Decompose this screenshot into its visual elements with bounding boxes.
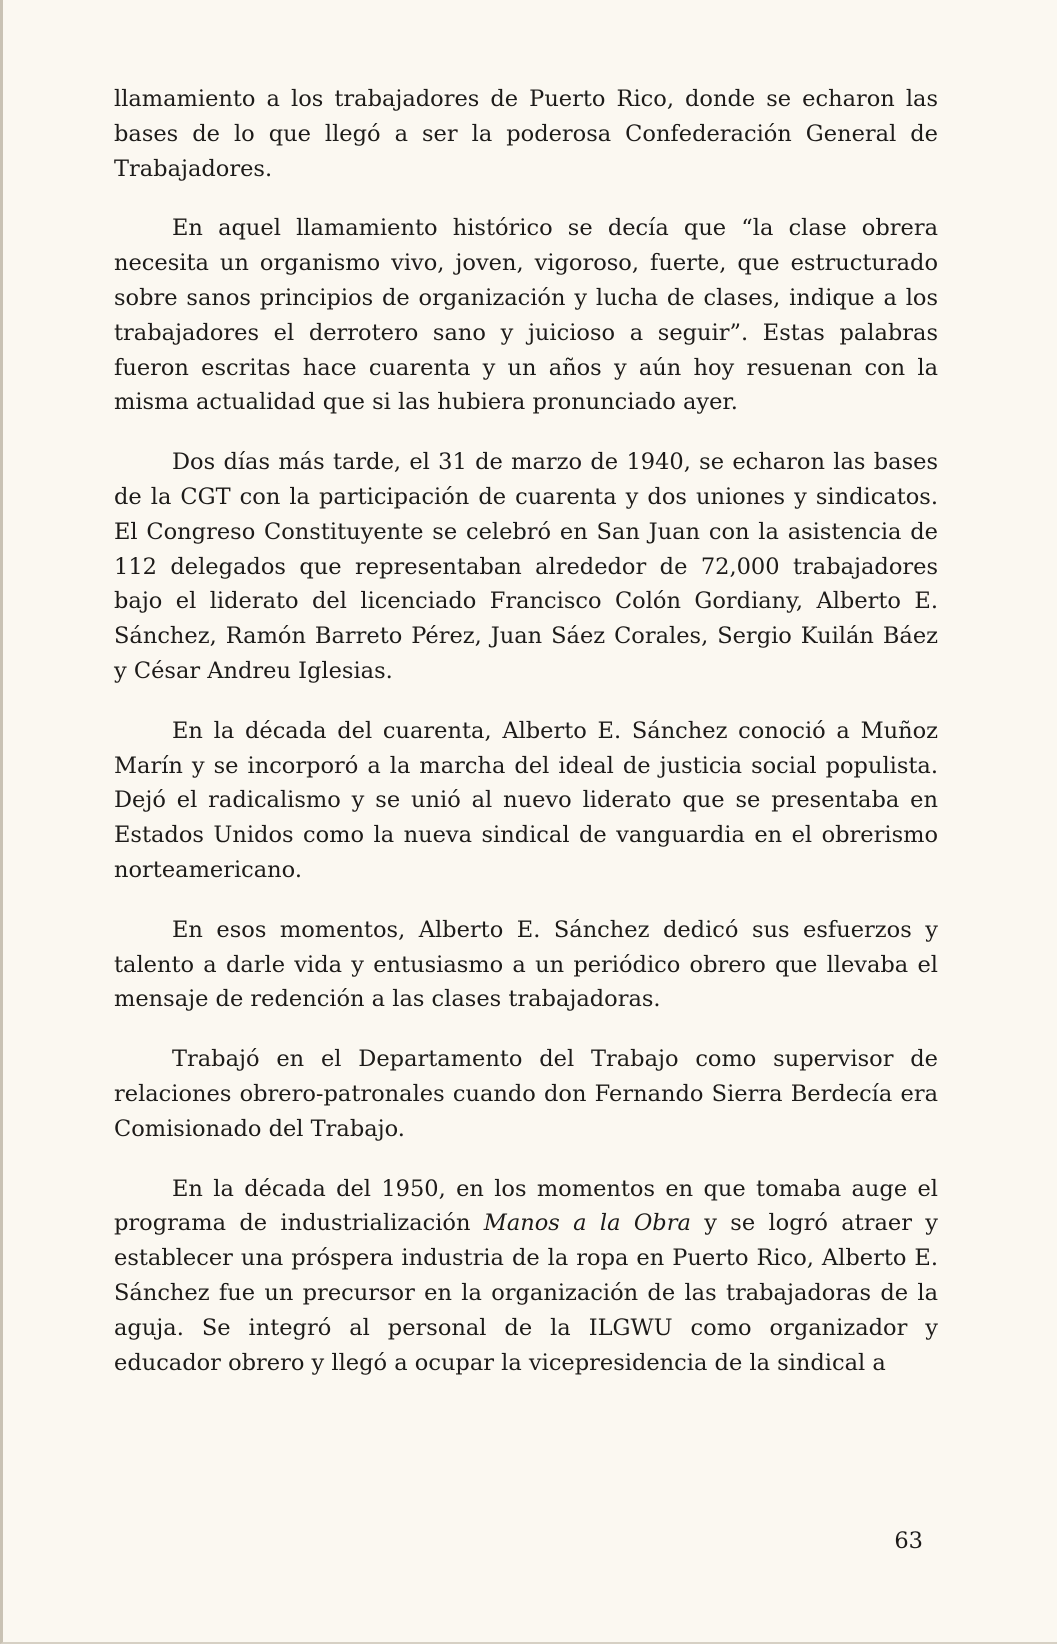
paragraph-6: Trabajó en el Departamento del Trabajo como supervisor de relaciones obrero-patronales cuando don Fernando Sierra Berdecía era Comisionado del Trabajo. [114,1046,938,1142]
program-title-italic: Manos a la Obra [483,1210,691,1237]
paragraph-7-part-2: y se logró atraer y establecer una próspera industria de la ropa en Puerto Rico, Alberto E. Sánchez fue un precursor en la organización de las trabajadoras de la aguja. Se integró al personal de la ILGWU como organizador y educador obrero y llegó a ocupar la vicepresidencia de la sindical a [114,1210,938,1376]
paragraph-1: llamamiento a los trabajadores de Puerto Rico, donde se echaron las bases de lo que llegó a ser la poderosa Confederación General de Trabajadores. [114,86,938,182]
paragraph-7 [114,1172,938,1381]
body-text [114,82,938,1405]
paragraph-5: En esos momentos, Alberto E. Sánchez dedicó sus esfuerzos y talento a darle vida y entusiasmo a un periódico obrero que llevaba el mensaje de redención a las clases trabajadoras. [114,916,938,1013]
paragraph-7-part-1: En la década del 1950, en los momentos en que tomaba auge el programa de industrialización [114,1175,938,1237]
paragraph-2: En aquel llamamiento histórico se decía que “la clase obrera necesita un organismo vivo, joven, vigoroso, fuerte, que estructurado sobre sanos principios de organización y lucha de clases, indique a los trabajadores el derrotero sano y juicioso a seguir”. Estas palabras fueron escritas hace cuarenta y un años y aún hoy resuenan con la misma actualidad que si las hubiera pronunciado ayer. [114,215,938,416]
page-number: 63 [894,1528,923,1554]
paragraph-4: En la década del cuarenta, Alberto E. Sánchez conoció a Muñoz Marín y se incorporó a la marcha del ideal de justicia social populista. Dejó el radicalismo y se unió al nuevo liderato que se presentaba en Estados Unidos como la nueva sindical de vanguardia en el obrerismo norteamericano. [114,717,938,883]
paragraph-3: Dos días más tarde, el 31 de marzo de 1940, se echaron las bases de la CGT con la participación de cuarenta y dos uniones y sindicatos. El Congreso Constituyente se celebró en San Juan con la asistencia de 112 delegados que representaban alrededor de 72,000 trabajadores bajo el liderato del licenciado Francisco Colón Gordiany, Alberto E. Sánchez, Ramón Barreto Pérez, Juan Sáez Corales, Sergio Kuilán Báez y César Andreu Iglesias. [114,449,938,684]
